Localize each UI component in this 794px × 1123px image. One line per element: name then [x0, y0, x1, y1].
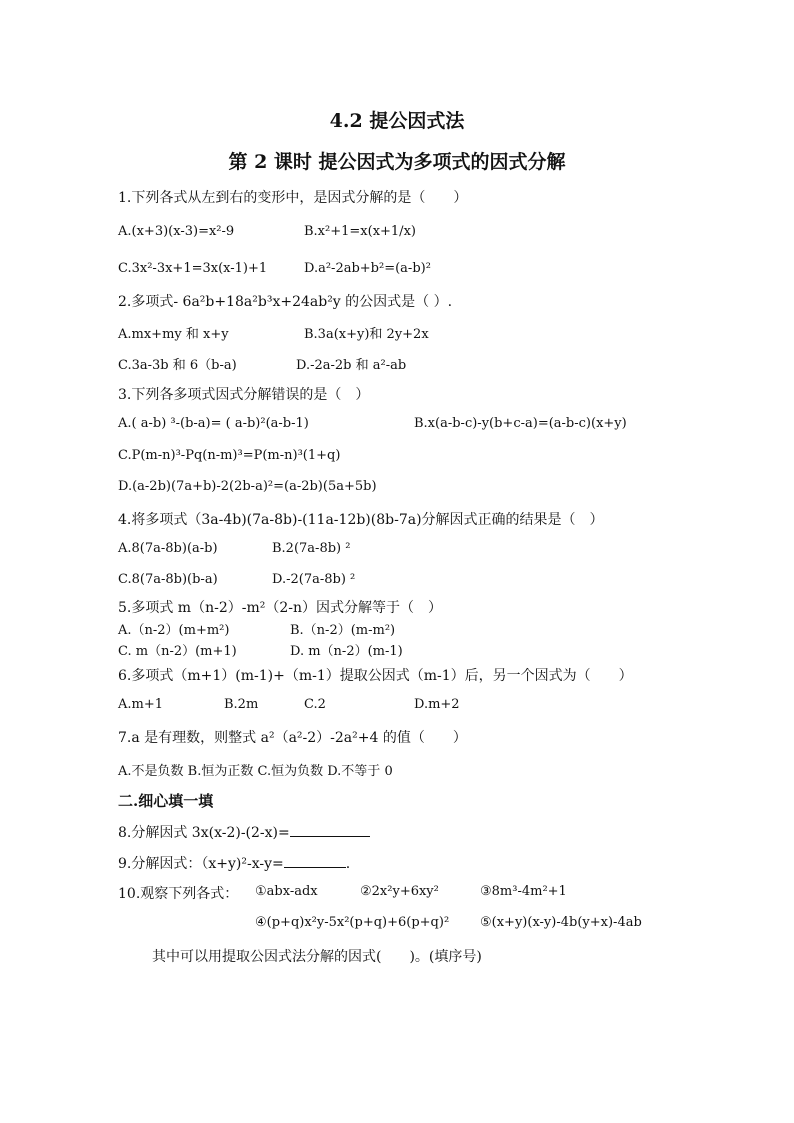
question-10-item-5: ⑤(x+y)(x-y)-4b(y+x)-4ab	[480, 915, 642, 930]
question-10-stem: 10.观察下列各式：	[118, 886, 239, 902]
question-4-option-d: D.-2(7a-8b) ²	[272, 572, 356, 587]
question-9-period: .	[345, 856, 351, 872]
question-6-stem: 6.多项式（m+1）(m-1)+（m-1）提取公因式（m-1）后，另一个因式为（ ）	[118, 668, 633, 684]
question-2-option-a: A.mx+my 和 x+y	[118, 327, 229, 342]
question-2-option-b: B.3a(x+y)和 2y+2x	[304, 327, 429, 342]
question-7-stem: 7.a 是有理数，则整式 a²（a²-2）-2a²+4 的值（ ）	[118, 730, 467, 746]
question-1-option-b: B.x²+1=x(x+1/x)	[304, 224, 416, 239]
question-8-stem: 8.分解因式 3x(x-2)-(2-x)=	[118, 825, 290, 841]
question-8-blank[interactable]	[290, 836, 370, 837]
section-heading: 二.细心填一填	[118, 792, 214, 810]
lesson-title: 4.2 提公因式法	[329, 110, 465, 132]
question-4-option-a: A.8(7a-8b)(a-b)	[118, 541, 218, 556]
question-3-stem: 3.下列各多项式因式分解错误的是（ ）	[118, 387, 370, 403]
question-1-option-a: A.(x+3)(x-3)=x²-9	[118, 224, 235, 239]
question-10-item-4: ④(p+q)x²y-5x²(p+q)+6(p+q)²	[255, 915, 450, 930]
question-5-option-a: A.（n-2）(m+m²)	[118, 623, 230, 638]
question-3-option-d: D.(a-2b)(7a+b)-2(2b-a)²=(a-2b)(5a+5b)	[118, 479, 377, 494]
question-5-option-c: C. m（n-2）(m+1)	[118, 644, 237, 659]
question-4-option-c: C.8(7a-8b)(b-a)	[118, 572, 218, 587]
question-5-option-b: B.（n-2）(m-m²)	[290, 623, 396, 638]
question-4-option-b: B.2(7a-8b) ²	[272, 541, 351, 556]
question-6-option-d: D.m+2	[414, 697, 460, 712]
question-10-item-1: ①abx-adx	[255, 884, 318, 899]
question-1-option-d: D.a²-2ab+b²=(a-b)²	[304, 261, 431, 276]
question-1-stem: 1.下列各式从左到右的变形中，是因式分解的是（ ）	[118, 190, 468, 206]
question-9	[118, 853, 350, 873]
question-2-option-d: D.-2a-2b 和 a²-ab	[296, 358, 407, 373]
question-9-blank[interactable]	[284, 867, 346, 868]
question-10-item-2: ②2x²y+6xy²	[360, 884, 439, 899]
question-10-item-3: ③8m³-4m²+1	[480, 884, 567, 899]
question-6-option-c: C.2	[304, 697, 326, 712]
question-5-stem: 5.多项式 m（n-2）-m²（2-n）因式分解等于（ ）	[118, 600, 443, 616]
question-6-option-b: B.2m	[224, 697, 259, 712]
question-3-option-a: A.( a-b) ³-(b-a)= ( a-b)²(a-b-1)	[118, 416, 309, 431]
question-2-option-c: C.3a-3b 和 6（b-a)	[118, 358, 237, 373]
question-4-stem: 4.将多项式（3a-4b)(7a-8b)-(11a-12b)(8b-7a)分解因式正确的结果是（ ）	[118, 512, 604, 528]
question-7-options: A.不是负数 B.恒为正数 C.恒为负数 D.不等于 0	[118, 764, 393, 779]
question-10-tail: 其中可以用提取公因式法分解的因式( )。(填序号)	[152, 949, 482, 965]
question-2-stem: 2.多项式- 6a²b+18a²b³x+24ab²y 的公因式是（ ）.	[118, 294, 453, 310]
question-6-option-a: A.m+1	[118, 697, 164, 712]
question-5-option-d: D. m（n-2）(m-1)	[290, 644, 403, 659]
question-3-option-c: C.P(m-n)³-Pq(n-m)³=P(m-n)³(1+q)	[118, 448, 341, 463]
question-3-option-b: B.x(a-b-c)-y(b+c-a)=(a-b-c)(x+y)	[414, 416, 627, 431]
question-8	[118, 822, 370, 842]
question-9-stem: 9.分解因式：（x+y)²-x-y=	[118, 856, 284, 872]
question-1-option-c: C.3x²-3x+1=3x(x-1)+1	[118, 261, 268, 276]
lesson-subtitle: 第 2 课时 提公因式为多项式的因式分解	[228, 151, 566, 173]
